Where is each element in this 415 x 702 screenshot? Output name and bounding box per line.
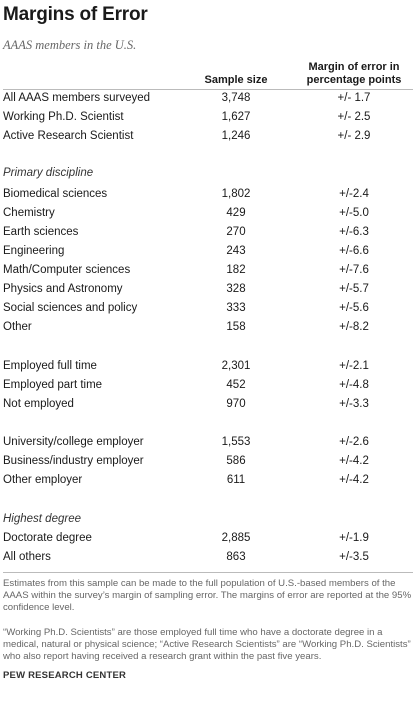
table-row [0, 242, 415, 261]
margin-of-error-value: +/-5.7 [339, 283, 369, 295]
sample-size-value: 328 [226, 283, 246, 295]
row-label: Not employed [3, 398, 74, 410]
table-row [0, 299, 415, 318]
sample-size-value: 1,802 [221, 188, 251, 200]
row-label: Math/Computer sciences [3, 264, 131, 276]
row-label: Employed full time [3, 360, 97, 372]
table-row [0, 89, 415, 108]
sample-size-value: 270 [226, 226, 246, 238]
table-row [0, 280, 415, 299]
table-row [0, 318, 415, 337]
margin-of-error-value: +/-3.3 [339, 398, 369, 410]
sample-size-value: 970 [226, 398, 246, 410]
margin-of-error-value: +/- 2.9 [337, 130, 371, 142]
margin-of-error-value: +/- 1.7 [337, 92, 371, 104]
table-row [0, 376, 415, 395]
row-label: All others [3, 551, 51, 563]
row-label: Active Research Scientist [3, 130, 134, 142]
sample-size-value: 1,553 [221, 436, 251, 448]
row-label: Chemistry [3, 207, 55, 219]
table-row [0, 395, 415, 414]
sample-size-value: 3,748 [221, 92, 251, 104]
table-subtitle: AAAS members in the U.S. [3, 38, 137, 52]
sample-size-value: 429 [226, 207, 246, 219]
sample-size-value: 1,246 [221, 130, 251, 142]
margin-of-error-value: +/-4.8 [339, 379, 369, 391]
row-label: Biomedical sciences [3, 188, 108, 200]
table-row [0, 433, 415, 452]
row-label: Working Ph.D. Scientist [3, 111, 124, 123]
margin-of-error-value: +/-3.5 [339, 551, 369, 563]
margin-of-error-value: +/- 2.5 [337, 111, 371, 123]
table-row [0, 127, 415, 146]
definitions-note: “Working Ph.D. Scientists” are those employed full time who have a doctorate degree in a medical, natural or physical science; “Active Research Scientists” are “Working Ph.D. Scientists” who also report having received a research grant within the past five years. [3, 627, 411, 662]
margin-of-error-value: +/-5.6 [339, 302, 369, 314]
row-label: University/college employer [3, 436, 144, 448]
sample-size-value: 2,301 [221, 360, 251, 372]
table-row [0, 261, 415, 280]
margin-of-error-value: +/-6.6 [339, 245, 369, 257]
margin-of-error-value: +/-6.3 [339, 226, 369, 238]
row-label: Other employer [3, 474, 83, 486]
table-row [0, 204, 415, 223]
row-label: Physics and Astronomy [3, 283, 123, 295]
column-header-margin-of-error: Margin of error in percentage points [306, 61, 402, 86]
section-heading-highest-degree: Highest degree [3, 513, 81, 525]
row-label: Employed part time [3, 379, 103, 391]
row-label: Other [3, 321, 32, 333]
row-label: Business/industry employer [3, 455, 144, 467]
sample-size-value: 158 [226, 321, 246, 333]
sample-size-value: 452 [226, 379, 246, 391]
table-row [0, 185, 415, 204]
sample-size-value: 863 [226, 551, 246, 563]
row-label: Engineering [3, 245, 65, 257]
row-label: All AAAS members surveyed [3, 92, 151, 104]
row-label: Social sciences and policy [3, 302, 138, 314]
margin-of-error-value: +/-5.0 [339, 207, 369, 219]
margin-of-error-value: +/-4.2 [339, 455, 369, 467]
table-row [0, 471, 415, 490]
sample-size-value: 1,627 [221, 111, 251, 123]
footer-divider [3, 572, 413, 573]
margin-of-error-value: +/-2.4 [339, 188, 369, 200]
table-row [0, 357, 415, 376]
table-row [0, 223, 415, 242]
sample-size-value: 586 [226, 455, 246, 467]
table-row [0, 548, 415, 567]
margin-of-error-value: +/-8.2 [339, 321, 369, 333]
section-heading-primary-discipline: Primary discipline [3, 167, 94, 179]
column-header-sample-size: Sample size [204, 74, 268, 86]
row-label: Earth sciences [3, 226, 79, 238]
margin-of-error-value: +/-2.1 [339, 360, 369, 372]
table-title: Margins of Error [3, 4, 148, 25]
source-credit: PEW RESEARCH CENTER [3, 670, 127, 681]
sample-size-value: 611 [226, 474, 246, 486]
estimates-note: Estimates from this sample can be made to the full population of U.S.-based members of the AAAS within the survey’s margin of sampling error. The margins of error are reported at the 95% confidence level. [3, 578, 412, 613]
table-row [0, 108, 415, 127]
table-row [0, 452, 415, 471]
sample-size-value: 2,885 [221, 532, 251, 544]
margin-of-error-value: +/-1.9 [339, 532, 369, 544]
sample-size-value: 182 [226, 264, 246, 276]
margin-of-error-value: +/-2.6 [339, 436, 369, 448]
table-row [0, 529, 415, 548]
row-label: Doctorate degree [3, 532, 92, 544]
margin-of-error-value: +/-7.6 [339, 264, 369, 276]
sample-size-value: 243 [226, 245, 246, 257]
margin-of-error-value: +/-4.2 [339, 474, 369, 486]
sample-size-value: 333 [226, 302, 246, 314]
